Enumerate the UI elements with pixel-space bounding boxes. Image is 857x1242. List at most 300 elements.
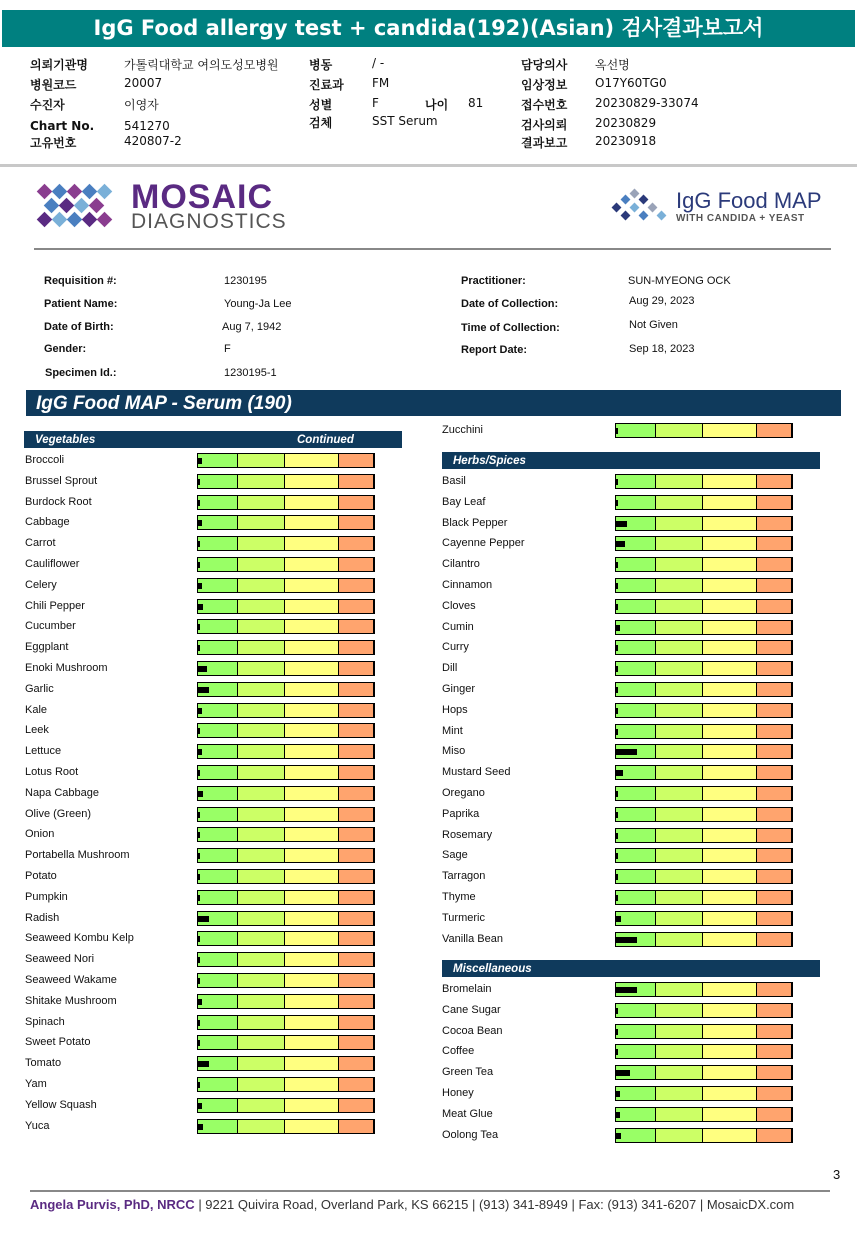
food-name: Zucchini [442,424,483,436]
result-row [0,598,857,615]
level-zone-2 [656,766,703,779]
food-name: Cayenne Pepper [442,537,525,549]
food-name: Sweet Potato [25,1036,91,1048]
level-zone-4 [757,600,792,613]
food-name: Mustard Seed [442,766,511,778]
level-zone-4 [757,870,792,883]
level-zone-4 [757,1108,792,1121]
level-zone-2 [656,662,703,675]
level-zone-2 [656,704,703,717]
level-zone-4 [757,558,792,571]
food-name: Tomato [25,1057,62,1069]
igg-level-bar [615,1065,793,1080]
result-row [0,702,857,719]
level-zone-4 [757,829,792,842]
result-row [0,494,857,511]
food-name: Black Pepper [442,517,508,529]
food-name: Potato [25,870,57,882]
igg-level-bar [615,1107,793,1122]
result-row [0,981,857,998]
level-zone-3 [703,912,757,925]
food-name: Brussel Sprout [25,475,98,487]
food-name: Cucumber [25,620,76,632]
level-zone-4 [757,662,792,675]
level-zone-4 [339,454,374,467]
level-zone-3 [703,558,757,571]
result-row [0,806,857,823]
level-zone-3 [703,1066,757,1079]
kr-label: 검사의뢰 [521,118,568,132]
igg-level-fill [616,708,618,714]
igg-level-fill [616,833,618,839]
kr-value: / - [372,56,385,70]
igg-level-fill [616,874,618,880]
patient-field-label: Date of Collection: [461,298,559,310]
level-zone-4 [757,641,792,654]
igg-level-bar [615,578,793,593]
food-name: Coffee [442,1045,475,1057]
result-row [0,723,857,740]
level-zone-2 [656,621,703,634]
level-zone-4 [757,1129,792,1142]
level-zone-3 [703,766,757,779]
food-name: Leek [25,724,49,736]
mosaic-logo [33,180,293,236]
level-zone-2 [656,933,703,946]
food-name: Cumin [442,621,474,633]
level-zone-1 [616,1129,656,1142]
patient-field-label: Patient Name: [44,298,118,310]
level-zone-3 [703,829,757,842]
page-number: 3 [833,1167,841,1182]
level-zone-3 [703,808,757,821]
patient-field-value: Aug 29, 2023 [629,295,695,307]
level-zone-2 [656,1025,703,1038]
igg-level-bar [615,724,793,739]
result-row [0,639,857,656]
level-zone-2 [656,579,703,592]
igg-level-fill [616,604,618,610]
level-zone-1 [616,641,656,654]
level-zone-3 [703,1025,757,1038]
igg-level-fill [616,791,618,797]
level-zone-1 [198,953,238,966]
level-zone-3 [703,517,757,530]
food-name: Sage [442,849,468,861]
level-zone-1 [616,1025,656,1038]
kr-value: FM [372,76,390,90]
report-section-title: IgG Food MAP - Serum (190) [26,390,841,416]
level-zone-2 [238,953,285,966]
level-zone-4 [757,475,792,488]
food-name: Bromelain [442,983,492,995]
level-zone-4 [757,725,792,738]
section-title: Miscellaneous [453,963,532,975]
result-row [0,473,857,490]
food-name: Oolong Tea [442,1129,499,1141]
food-name: Basil [442,475,466,487]
patient-field-label: Specimen Id.: [45,367,117,379]
food-name: Olive (Green) [25,808,92,820]
food-name: Honey [442,1087,474,1099]
result-row [0,1023,857,1040]
result-row [0,619,857,636]
level-zone-4 [757,1025,792,1038]
footer-contact: | 9221 Quivira Road, Overland Park, KS 66215 | (913) 341-8949 | Fax: (913) 341-6207 | MosaicDX.com [194,1197,795,1212]
food-name: Spinach [25,1016,65,1028]
food-name: Shitake Mushroom [25,995,117,1007]
food-name: Hops [442,704,468,716]
igg-level-bar [615,599,793,614]
kr-value: F [372,96,379,110]
level-zone-1 [616,1004,656,1017]
result-row [0,515,857,532]
level-zone-1 [616,704,656,717]
kr-label: 검체 [309,116,333,130]
igg-level-bar [615,1086,793,1101]
kr-label: 임상정보 [521,78,568,92]
igg-level-bar [615,640,793,655]
level-zone-3 [703,870,757,883]
igg-level-fill [616,853,618,859]
kr-label: 병동 [309,58,333,72]
igg-level-fill [616,1049,618,1055]
level-zone-3 [285,953,339,966]
food-name: Cilantro [442,558,480,570]
igg-level-bar [615,536,793,551]
level-zone-3 [703,537,757,550]
patient-field-label: Date of Birth: [44,321,114,333]
level-zone-2 [656,725,703,738]
level-zone-1 [616,662,656,675]
level-zone-1 [616,808,656,821]
result-row [0,422,857,439]
kr-value: 420807-2 [124,134,182,148]
level-zone-2 [656,808,703,821]
level-zone-1 [616,600,656,613]
igg-logo-subtitle: WITH CANDIDA + YEAST [676,213,805,224]
kr-label: 접수번호 [521,98,568,112]
section-continued-label: Continued [297,434,354,446]
result-row [0,1106,857,1123]
result-row [0,868,857,885]
igg-level-bar [615,682,793,697]
igg-level-bar [615,474,793,489]
igg-level-bar [615,786,793,801]
level-zone-2 [656,517,703,530]
level-zone-1 [616,891,656,904]
igg-level-fill [616,687,618,693]
food-name: Cauliflower [25,558,80,570]
igg-level-fill [616,749,637,755]
level-zone-4 [757,787,792,800]
patient-field-value: Not Given [629,319,678,331]
food-name: Yellow Squash [25,1099,97,1111]
level-zone-4 [757,1087,792,1100]
kr-value: 20230829 [595,116,657,130]
food-name: Garlic [25,683,54,695]
igg-level-bar [615,828,793,843]
level-zone-2 [656,600,703,613]
level-zone-2 [656,641,703,654]
level-zone-1 [198,454,238,467]
patient-field-value: 1230195 [224,275,267,287]
igg-level-fill [616,729,618,735]
food-name: Cinnamon [442,579,493,591]
food-name: Rosemary [442,829,493,841]
level-zone-4 [339,953,374,966]
level-zone-3 [703,424,757,437]
igg-level-bar [615,1003,793,1018]
footer-divider [30,1190,830,1192]
header-divider [0,164,857,167]
result-row [0,681,857,698]
level-zone-3 [703,983,757,996]
level-zone-1 [616,725,656,738]
food-name: Pumpkin [25,891,68,903]
result-row [0,931,857,948]
level-zone-2 [656,1066,703,1079]
level-zone-4 [757,579,792,592]
level-zone-1 [616,912,656,925]
igg-level-fill [616,521,627,527]
igg-level-fill [616,479,618,485]
kr-label: 담당의사 [521,58,568,72]
level-zone-4 [757,933,792,946]
igg-level-bar [615,765,793,780]
level-zone-1 [616,496,656,509]
igg-level-fill [616,937,637,943]
igg-logo-title: IgG Food MAP [676,188,822,213]
food-name: Celery [25,579,57,591]
result-row [0,1085,857,1102]
level-zone-2 [656,558,703,571]
patient-field-value: SUN-MYEONG OCK [628,275,731,287]
food-name: Dill [442,662,458,674]
igg-level-bar [197,453,375,468]
kr-value: 옥선명 [595,58,630,72]
level-zone-2 [656,870,703,883]
section-title: Herbs/Spices [453,455,526,467]
igg-level-bar [615,1128,793,1143]
igg-level-bar [615,869,793,884]
level-zone-2 [656,787,703,800]
level-zone-2 [656,745,703,758]
level-zone-3 [703,1129,757,1142]
level-zone-4 [757,537,792,550]
kr-age-label: 나이 [425,98,449,112]
level-zone-2 [656,683,703,696]
report-title-bar: IgG Food allergy test + candida(192)(Asian) 검사결과보고서 [2,10,855,47]
level-zone-2 [656,912,703,925]
level-zone-3 [703,641,757,654]
kr-value: SST Serum [372,114,438,128]
level-zone-2 [656,496,703,509]
food-name: Kale [25,704,48,716]
footer-name: Angela Purvis, PhD, NRCC [30,1197,195,1212]
igg-level-fill [616,428,618,434]
igg-level-fill [198,458,202,464]
food-name: Seaweed Nori [25,953,95,965]
igg-level-fill [616,770,623,776]
food-name: Yam [25,1078,47,1090]
level-zone-2 [238,454,285,467]
level-zone-4 [757,983,792,996]
level-zone-1 [616,1045,656,1058]
igg-level-fill [616,895,618,901]
food-name: Seaweed Wakame [25,974,117,986]
level-zone-1 [616,475,656,488]
igg-level-fill [616,812,618,818]
food-name: Carrot [25,537,56,549]
kr-label: 병원코드 [30,78,77,92]
result-row [0,1127,857,1144]
kr-label: Chart No. [30,119,95,133]
kr-value: 541270 [124,119,170,133]
level-zone-3 [703,621,757,634]
level-zone-2 [656,1004,703,1017]
food-name: Ginger [442,683,476,695]
kr-label: 성별 [309,98,333,112]
food-name: Cocoa Bean [442,1025,503,1037]
food-name: Paprika [442,808,480,820]
igg-level-fill [616,1029,618,1035]
patient-field-value: Young-Ja Lee [224,298,292,310]
level-zone-4 [757,517,792,530]
food-name: Mint [442,725,463,737]
diagnostics-logo-text: DIAGNOSTICS [131,210,287,233]
result-row [0,847,857,864]
food-name: Eggplant [25,641,69,653]
patient-field-value: Sep 18, 2023 [629,343,695,355]
level-zone-2 [656,829,703,842]
food-name: Bay Leaf [442,496,486,508]
igg-level-bar [615,807,793,822]
level-zone-3 [703,1004,757,1017]
level-zone-4 [757,1004,792,1017]
igg-level-bar [615,890,793,905]
level-zone-4 [757,621,792,634]
food-name: Onion [25,828,55,840]
kr-value: 20230829-33074 [595,96,699,110]
igg-level-fill [616,1070,630,1076]
igg-level-fill [616,987,637,993]
level-zone-1 [616,558,656,571]
result-row [0,764,857,781]
level-zone-4 [757,745,792,758]
igg-level-bar [615,982,793,997]
level-zone-2 [656,424,703,437]
igg-level-bar [615,744,793,759]
igg-level-fill [616,541,625,547]
result-row [0,743,857,760]
food-name: Meat Glue [442,1108,493,1120]
patient-field-label: Report Date: [461,344,528,356]
food-name: Thyme [442,891,476,903]
mosaic-diamond-icon [33,180,123,236]
level-zone-2 [656,1129,703,1142]
igg-level-bar [615,911,793,926]
level-zone-2 [656,1087,703,1100]
kr-value: O17Y60TG0 [595,76,667,90]
food-name: Curry [442,641,469,653]
footer [30,1197,794,1212]
patient-field-label: Practitioner: [461,275,526,287]
result-row [0,452,857,469]
igg-level-fill [616,500,618,506]
result-row [0,889,857,906]
level-zone-3 [285,454,339,467]
result-row [0,577,857,594]
igg-level-fill [616,1112,620,1118]
food-name: Chili Pepper [25,600,85,612]
level-zone-3 [703,662,757,675]
level-zone-4 [757,808,792,821]
igg-level-bar [615,1044,793,1059]
igg-level-bar [615,932,793,947]
level-zone-3 [703,683,757,696]
igg-level-bar [615,495,793,510]
food-name: Yuca [25,1120,50,1132]
level-zone-4 [757,424,792,437]
kr-label: 의뢰기관명 [30,58,88,72]
result-row [0,951,857,968]
food-name: Tarragon [442,870,486,882]
level-zone-3 [703,933,757,946]
food-name: Miso [442,745,466,757]
level-zone-3 [703,891,757,904]
result-row [0,785,857,802]
food-name: Enoki Mushroom [25,662,108,674]
food-name: Cane Sugar [442,1004,501,1016]
level-zone-3 [703,475,757,488]
kr-value: 이영자 [124,98,159,112]
igg-level-fill [616,916,621,922]
igg-level-bar [615,848,793,863]
food-name: Burdock Root [25,496,92,508]
level-zone-2 [656,1108,703,1121]
level-zone-4 [757,849,792,862]
kr-label: 고유번호 [30,136,77,150]
igg-level-fill [616,1008,618,1014]
igg-food-map-logo [609,188,829,228]
section-title: Vegetables [35,434,96,446]
kr-age-value: 81 [468,96,484,110]
igg-level-fill [616,645,618,651]
level-zone-4 [757,683,792,696]
patient-field-label: Requisition #: [44,275,117,287]
patient-field-value: 1230195-1 [224,367,277,379]
igg-level-bar [615,557,793,572]
kr-value: 가톨릭대학교 여의도성모병원 [124,58,279,72]
igg-level-fill [616,666,618,672]
result-row [0,827,857,844]
level-zone-2 [656,1045,703,1058]
level-zone-2 [656,983,703,996]
level-zone-3 [703,496,757,509]
level-zone-3 [703,745,757,758]
food-name: Portabella Mushroom [25,849,130,861]
food-name: Vanilla Bean [442,933,503,945]
result-row [0,660,857,677]
level-zone-1 [616,683,656,696]
igg-level-fill [616,1133,621,1139]
kr-label: 수진자 [30,98,65,112]
level-zone-4 [757,891,792,904]
food-name: Cloves [442,600,476,612]
food-name: Green Tea [442,1066,494,1078]
level-zone-2 [656,537,703,550]
